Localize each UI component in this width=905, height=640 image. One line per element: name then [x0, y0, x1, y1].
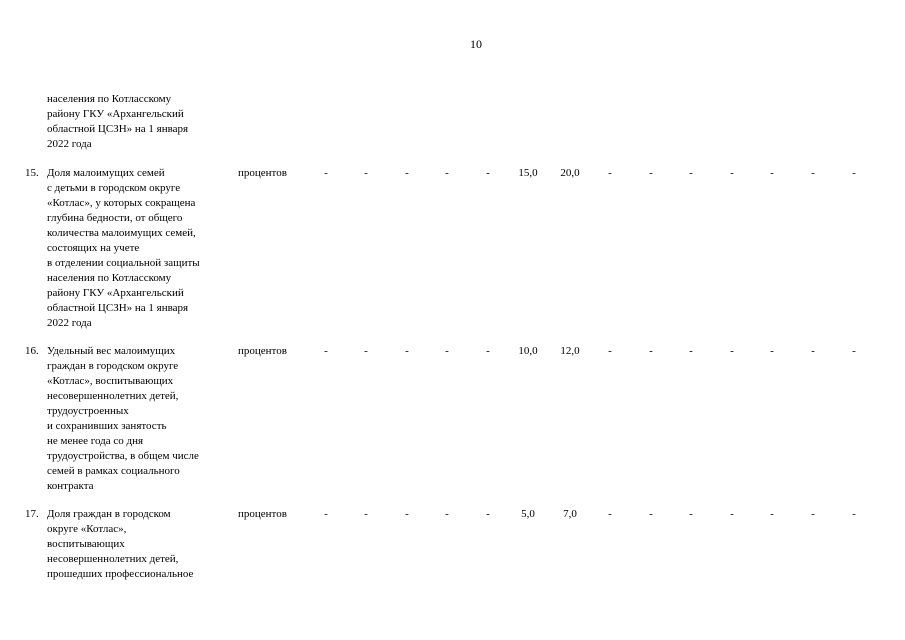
value-cell: - — [608, 345, 612, 357]
value-cell: - — [324, 167, 328, 179]
description-line: Удельный вес малоимущих — [47, 345, 176, 357]
description-line: семей в рамках социального — [47, 465, 180, 477]
value-cell: - — [649, 345, 653, 357]
description-line: трудоустройства, в общем числе — [47, 450, 199, 462]
description-line: контракта — [47, 480, 94, 492]
description-line: трудоустроенных — [47, 405, 129, 417]
value-cell: - — [486, 345, 490, 357]
value-cell: - — [852, 167, 856, 179]
value-cell: 15,0 — [518, 167, 538, 179]
value-cell: - — [689, 167, 693, 179]
description-line: населения по Котласскому — [47, 272, 172, 284]
value-cell: 10,0 — [518, 345, 538, 357]
value-cell: - — [811, 508, 815, 520]
value-cell: - — [486, 167, 490, 179]
description-line: Доля граждан в городском — [47, 508, 171, 520]
value-cell: 12,0 — [560, 345, 580, 357]
value-cell: - — [364, 345, 368, 357]
continuation-description — [47, 92, 237, 152]
description-line: прошедших профессиональное — [47, 568, 194, 580]
value-cell: - — [486, 508, 490, 520]
value-cell: - — [445, 508, 449, 520]
value-cell: - — [770, 167, 774, 179]
value-cell: - — [689, 345, 693, 357]
description-line: «Котлас», воспитывающих — [47, 375, 174, 387]
description-line: количества малоимущих семей, — [47, 227, 196, 239]
value-cell: - — [730, 345, 734, 357]
description-line: не менее года со дня — [47, 435, 144, 447]
description-line: областной ЦСЗН» на 1 января — [47, 302, 189, 314]
description-line: Доля малоимущих семей — [47, 167, 165, 179]
value-cell: - — [730, 167, 734, 179]
value-cell: - — [811, 167, 815, 179]
row-number: 15. — [25, 167, 39, 179]
row-number: 17. — [25, 508, 39, 520]
value-cell: - — [770, 508, 774, 520]
row-description — [47, 507, 237, 582]
unit-cell: процентов — [238, 167, 287, 179]
unit-cell: процентов — [238, 508, 287, 520]
description-line: населения по Котласскому — [47, 93, 172, 105]
value-cell: - — [405, 167, 409, 179]
value-cell: 7,0 — [563, 508, 577, 520]
description-line: граждан в городском округе — [47, 360, 179, 372]
description-line: состоящих на учете — [47, 242, 140, 254]
value-cell: - — [324, 345, 328, 357]
value-cell: - — [730, 508, 734, 520]
value-cell: - — [852, 508, 856, 520]
description-line: областной ЦСЗН» на 1 января — [47, 123, 189, 135]
row-description — [47, 166, 237, 331]
value-cell: - — [608, 508, 612, 520]
description-line: округе «Котлас», — [47, 523, 127, 535]
value-cell: 5,0 — [521, 508, 535, 520]
value-cell: - — [445, 167, 449, 179]
value-cell: - — [811, 345, 815, 357]
description-line: несовершеннолетних детей, — [47, 390, 179, 402]
value-cell: - — [364, 508, 368, 520]
value-cell: - — [324, 508, 328, 520]
description-line: глубина бедности, от общего — [47, 212, 183, 224]
description-line: воспитывающих — [47, 538, 125, 550]
value-cell: - — [405, 508, 409, 520]
description-line: «Котлас», у которых сокращена — [47, 197, 196, 209]
page-number: 10 — [470, 37, 482, 51]
description-line: в отделении социальной защиты — [47, 257, 200, 269]
value-cell: - — [405, 345, 409, 357]
description-line: 2022 года — [47, 317, 92, 329]
value-cell: - — [608, 167, 612, 179]
value-cell: - — [364, 167, 368, 179]
unit-cell: процентов — [238, 345, 287, 357]
value-cell: - — [852, 345, 856, 357]
description-line: несовершеннолетних детей, — [47, 553, 179, 565]
row-number: 16. — [25, 345, 39, 357]
description-line: району ГКУ «Архангельский — [47, 108, 184, 120]
description-line: и сохранивших занятость — [47, 420, 167, 432]
description-line: району ГКУ «Архангельский — [47, 287, 184, 299]
value-cell: 20,0 — [560, 167, 580, 179]
value-cell: - — [770, 345, 774, 357]
value-cell: - — [649, 167, 653, 179]
description-line: 2022 года — [47, 138, 92, 150]
value-cell: - — [445, 345, 449, 357]
description-line: с детьми в городском округе — [47, 182, 181, 194]
value-cell: - — [689, 508, 693, 520]
value-cell: - — [649, 508, 653, 520]
row-description — [47, 344, 237, 494]
